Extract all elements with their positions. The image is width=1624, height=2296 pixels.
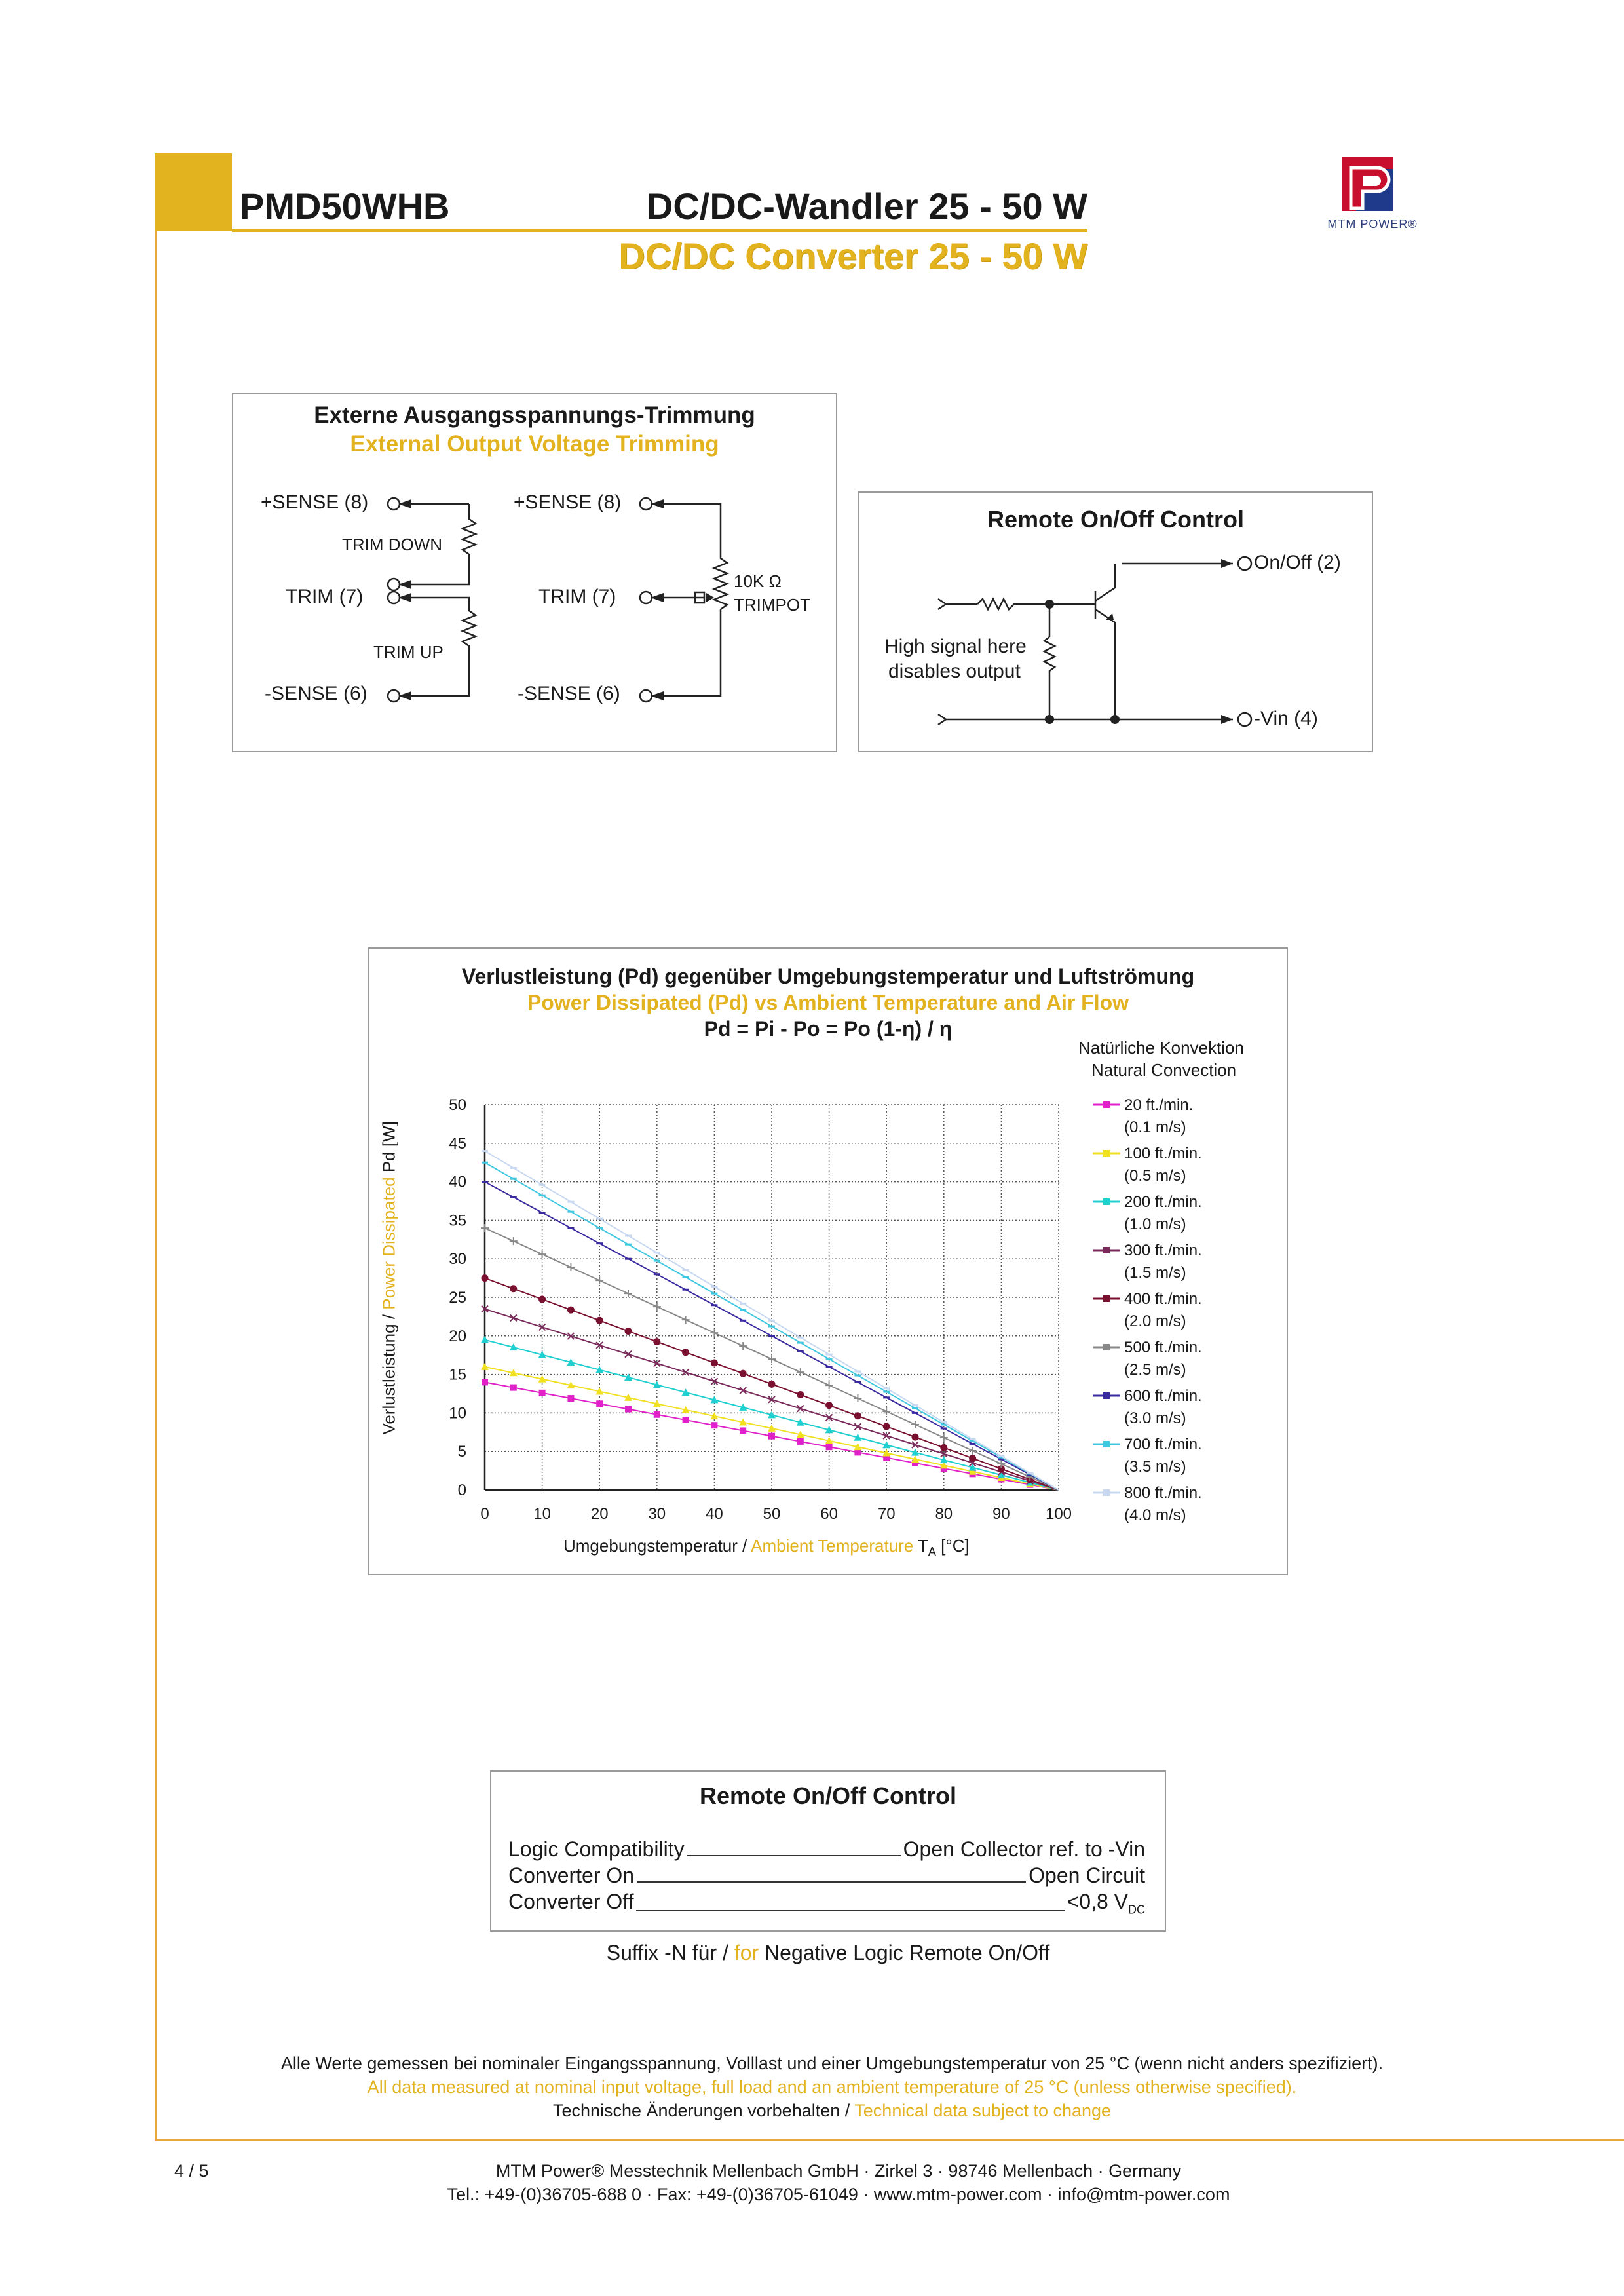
legend-marker bbox=[1103, 1101, 1110, 1108]
series-marker bbox=[654, 1273, 660, 1275]
legend-label: 700 ft./min. bbox=[1124, 1436, 1202, 1453]
spec-row-on bbox=[508, 1864, 1145, 1888]
series-marker bbox=[567, 1395, 574, 1402]
series-marker bbox=[711, 1293, 717, 1295]
spec-value-on: Open Circuit bbox=[1029, 1864, 1145, 1887]
series-marker bbox=[768, 1335, 775, 1337]
series-marker bbox=[683, 1289, 689, 1291]
series-marker bbox=[797, 1337, 804, 1339]
spec-row-off bbox=[508, 1890, 1145, 1917]
y-tick-label: 15 bbox=[449, 1366, 466, 1384]
series-marker bbox=[826, 1366, 833, 1368]
x-tick-label: 100 bbox=[1045, 1505, 1072, 1523]
series-marker bbox=[940, 1434, 948, 1442]
legend-marker bbox=[1103, 1295, 1110, 1302]
series-marker bbox=[510, 1178, 517, 1180]
series-marker bbox=[768, 1326, 775, 1328]
series-marker bbox=[654, 1260, 660, 1262]
legend-marker bbox=[1103, 1344, 1110, 1350]
series-marker bbox=[482, 1150, 488, 1152]
y-tick-label: 10 bbox=[449, 1404, 466, 1423]
series-marker bbox=[482, 1379, 488, 1385]
series-marker bbox=[539, 1212, 546, 1214]
high-signal-note-1: High signal here bbox=[884, 636, 1027, 657]
series-marker bbox=[883, 1387, 890, 1389]
x-tick-label: 0 bbox=[480, 1505, 489, 1523]
series-marker bbox=[711, 1304, 717, 1306]
x-tick-label: 30 bbox=[648, 1505, 666, 1523]
mtm-power-logo-icon bbox=[1336, 149, 1402, 228]
spec-value-off bbox=[1067, 1890, 1145, 1917]
series-marker bbox=[797, 1391, 804, 1398]
series-marker bbox=[912, 1442, 918, 1448]
company-address: MTM Power® Messtechnik Mellenbach GmbH · Zirkel 3 · 98746 Mellenbach · Germany bbox=[495, 2161, 1182, 2181]
series-marker bbox=[567, 1307, 575, 1314]
trim-title-en: External Output Voltage Trimming bbox=[350, 431, 719, 457]
series-marker bbox=[912, 1434, 919, 1441]
series-marker bbox=[653, 1338, 660, 1345]
series-marker bbox=[683, 1417, 689, 1423]
trimpot-value: 10K Ω bbox=[734, 571, 782, 591]
xlabel-tail: [°C] bbox=[935, 1536, 970, 1556]
xlabel-en: Ambient Temperature bbox=[751, 1536, 914, 1556]
footer-change-note bbox=[157, 2101, 1507, 2121]
spec-label-on: Converter On bbox=[508, 1864, 635, 1887]
series-marker bbox=[625, 1351, 632, 1358]
series-marker bbox=[481, 1363, 489, 1370]
series-marker bbox=[912, 1407, 918, 1409]
legend-marker bbox=[1103, 1441, 1110, 1447]
series-marker bbox=[740, 1427, 746, 1434]
chart-title-en: Power Dissipated (Pd) vs Ambient Temperature and Air Flow bbox=[527, 991, 1129, 1014]
high-signal-note-2: disables output bbox=[888, 660, 1021, 682]
page-number: 4 / 5 bbox=[174, 2161, 209, 2181]
series-marker bbox=[482, 1181, 488, 1183]
trimpot-label: TRIMPOT bbox=[734, 595, 810, 615]
series-marker bbox=[854, 1394, 861, 1402]
legend-label: 500 ft./min. bbox=[1124, 1339, 1202, 1356]
spec-label-off: Converter Off bbox=[508, 1890, 634, 1913]
spec-value-off-sub: DC bbox=[1128, 1903, 1145, 1917]
y-tick-label: 25 bbox=[449, 1289, 466, 1307]
series-marker bbox=[883, 1423, 890, 1430]
remote-diagram-box bbox=[858, 491, 1373, 752]
series-marker bbox=[854, 1370, 861, 1372]
x-tick-label: 70 bbox=[877, 1505, 896, 1523]
legend-marker bbox=[1103, 1247, 1110, 1253]
legend-marker bbox=[1103, 1198, 1110, 1205]
spec-value-logic: Open Collector ref. to -Vin bbox=[903, 1837, 1145, 1861]
series-marker bbox=[567, 1201, 574, 1203]
series-marker bbox=[711, 1422, 717, 1428]
series-marker bbox=[538, 1250, 546, 1258]
series-marker bbox=[482, 1274, 489, 1282]
legend-sublabel: (4.0 m/s) bbox=[1124, 1506, 1186, 1524]
y-tick-label: 5 bbox=[457, 1443, 466, 1461]
series-marker bbox=[510, 1314, 517, 1321]
series-marker bbox=[567, 1263, 575, 1271]
trim-left-trim: TRIM (7) bbox=[286, 586, 364, 607]
series-marker bbox=[797, 1342, 804, 1344]
series-marker bbox=[653, 1303, 661, 1311]
legend-sublabel: (1.5 m/s) bbox=[1124, 1264, 1186, 1282]
series-marker bbox=[481, 1336, 489, 1343]
xlabel-unit: T bbox=[913, 1536, 928, 1556]
on-off-pin-label: On/Off (2) bbox=[1254, 552, 1341, 573]
y-tick-label: 0 bbox=[457, 1482, 466, 1499]
series-marker bbox=[596, 1218, 603, 1220]
chart-y-axis-title bbox=[379, 1121, 400, 1435]
series-marker bbox=[740, 1387, 746, 1394]
series-marker bbox=[481, 1224, 489, 1232]
legend-sublabel: (0.5 m/s) bbox=[1124, 1167, 1186, 1185]
legend-title-de: Natürliche Konvektion bbox=[1078, 1038, 1244, 1058]
y-tick-label: 40 bbox=[449, 1173, 466, 1191]
series-marker bbox=[941, 1427, 947, 1429]
trim-right-trim: TRIM (7) bbox=[538, 586, 616, 607]
power-dissipation-chart-box bbox=[368, 947, 1288, 1575]
title-english: DC/DC Converter 25 - 50 W bbox=[618, 235, 1087, 277]
y-tick-label: 35 bbox=[449, 1212, 466, 1230]
series-marker bbox=[567, 1227, 574, 1229]
legend-label: 400 ft./min. bbox=[1124, 1290, 1202, 1308]
legend-label: 100 ft./min. bbox=[1124, 1145, 1202, 1162]
series-marker bbox=[567, 1333, 574, 1339]
series-marker bbox=[940, 1444, 947, 1451]
series-marker bbox=[912, 1404, 918, 1406]
ylabel-de: Verlustleistung / bbox=[379, 1309, 399, 1435]
series-marker bbox=[682, 1316, 690, 1324]
x-tick-label: 80 bbox=[935, 1505, 953, 1523]
series-marker bbox=[797, 1350, 804, 1352]
series-marker bbox=[826, 1444, 833, 1450]
series-marker bbox=[625, 1258, 632, 1260]
ylabel-unit: Pd [W] bbox=[379, 1121, 399, 1177]
series-marker bbox=[510, 1285, 517, 1292]
change-de: Technische Änderungen vorbehalten / bbox=[552, 2101, 855, 2120]
series-marker bbox=[826, 1354, 833, 1356]
series-marker bbox=[625, 1406, 632, 1413]
legend-marker bbox=[1103, 1392, 1110, 1399]
title-german: DC/DC-Wandler 25 - 50 W bbox=[646, 185, 1087, 227]
page-frame-left bbox=[155, 153, 157, 2140]
series-marker bbox=[825, 1402, 833, 1409]
series-marker bbox=[654, 1252, 660, 1253]
legend-sublabel: (3.5 m/s) bbox=[1124, 1458, 1186, 1476]
logo-text: MTM POWER® bbox=[1327, 218, 1418, 231]
legend-sublabel: (2.0 m/s) bbox=[1124, 1312, 1186, 1330]
series-marker bbox=[883, 1396, 890, 1398]
suffix-b: for bbox=[734, 1941, 759, 1964]
series-marker bbox=[683, 1269, 689, 1271]
series-marker bbox=[596, 1317, 603, 1324]
legend-label: 600 ft./min. bbox=[1124, 1387, 1202, 1405]
legend-sublabel: (1.0 m/s) bbox=[1124, 1215, 1186, 1233]
x-tick-label: 20 bbox=[590, 1505, 609, 1523]
spec-value-off-text: <0,8 V bbox=[1067, 1890, 1128, 1913]
legend-sublabel: (3.0 m/s) bbox=[1124, 1409, 1186, 1427]
series-marker bbox=[854, 1381, 861, 1383]
series-marker bbox=[1027, 1472, 1033, 1474]
legend-title-en: Natural Convection bbox=[1091, 1060, 1237, 1080]
series-marker bbox=[510, 1167, 517, 1169]
remote-diagram-title: Remote On/Off Control bbox=[987, 506, 1244, 533]
x-tick-label: 50 bbox=[763, 1505, 781, 1523]
series-marker bbox=[596, 1227, 603, 1229]
series-marker bbox=[969, 1447, 977, 1455]
chart-title-de: Verlustleistung (Pd) gegenüber Umgebungstemperatur und Luftströmung bbox=[461, 965, 1195, 988]
series-marker bbox=[854, 1412, 861, 1419]
xlabel-sub: A bbox=[928, 1545, 936, 1559]
vin-pin-label: -Vin (4) bbox=[1254, 708, 1318, 729]
series-marker bbox=[970, 1443, 976, 1445]
suffix-a: Suffix -N für / bbox=[606, 1941, 734, 1964]
series-marker bbox=[768, 1320, 775, 1322]
y-tick-label: 30 bbox=[449, 1250, 466, 1269]
series-marker bbox=[510, 1196, 517, 1198]
series-marker bbox=[683, 1276, 689, 1278]
trim-down-label: TRIM DOWN bbox=[342, 535, 443, 554]
series-marker bbox=[797, 1438, 804, 1445]
legend-label: 800 ft./min. bbox=[1124, 1484, 1202, 1502]
series-marker bbox=[654, 1411, 660, 1418]
model-name: PMD50WHB bbox=[240, 185, 450, 227]
series-marker bbox=[682, 1349, 689, 1356]
y-tick-label: 50 bbox=[449, 1096, 466, 1114]
series-marker bbox=[912, 1412, 918, 1414]
series-marker bbox=[941, 1421, 947, 1423]
trim-box bbox=[232, 393, 837, 752]
series-marker bbox=[883, 1391, 890, 1393]
y-tick-label: 45 bbox=[449, 1134, 466, 1153]
remote-spec-box bbox=[490, 1770, 1166, 1932]
trim-left-sense-minus: -SENSE (6) bbox=[265, 683, 368, 704]
series-marker bbox=[998, 1455, 1004, 1457]
series-marker bbox=[740, 1309, 746, 1311]
series-marker bbox=[539, 1390, 546, 1396]
spec-row-logic bbox=[508, 1837, 1145, 1862]
trim-right-sense-minus: -SENSE (6) bbox=[518, 683, 620, 704]
series-marker bbox=[740, 1370, 747, 1377]
x-tick-label: 10 bbox=[533, 1505, 551, 1523]
legend-sublabel: (0.1 m/s) bbox=[1124, 1119, 1186, 1136]
footer-note-en: All data measured at nominal input voltage, full load and an ambient temperature of 25 °C (unless otherwise specified). bbox=[367, 2077, 1297, 2097]
x-tick-label: 90 bbox=[992, 1505, 1010, 1523]
trim-left-sense-plus: +SENSE (8) bbox=[261, 491, 369, 513]
legend-sublabel: (2.5 m/s) bbox=[1124, 1361, 1186, 1379]
series-marker bbox=[595, 1276, 603, 1284]
series-marker bbox=[768, 1355, 776, 1363]
series-marker bbox=[854, 1375, 861, 1377]
y-tick-label: 20 bbox=[449, 1327, 466, 1345]
series-marker bbox=[624, 1290, 632, 1297]
trim-right-sense-plus: +SENSE (8) bbox=[514, 491, 622, 513]
remote-spec-title: Remote On/Off Control bbox=[700, 1782, 956, 1809]
x-tick-label: 40 bbox=[706, 1505, 723, 1523]
series-marker bbox=[911, 1421, 919, 1428]
series-marker bbox=[538, 1295, 546, 1303]
company-contact: Tel.: +49-(0)36705-688 0 · Fax: +49-(0)36705-61049 · www.mtm-power.com · info@mtm-power.com bbox=[447, 2185, 1230, 2204]
header-corner-block bbox=[155, 153, 232, 231]
header-rule bbox=[232, 229, 1087, 232]
series-marker bbox=[740, 1303, 746, 1305]
page-frame-bottom bbox=[155, 2139, 1624, 2141]
trim-up-label: TRIM UP bbox=[373, 642, 444, 662]
series-marker bbox=[625, 1328, 632, 1335]
chart-formula: Pd = Pi - Po = Po (1-η) / η bbox=[704, 1017, 953, 1041]
series-marker bbox=[625, 1234, 632, 1236]
series-marker bbox=[539, 1184, 546, 1186]
suffix-c: Negative Logic Remote On/Off bbox=[759, 1941, 1050, 1964]
series-marker bbox=[740, 1320, 746, 1322]
series-marker bbox=[854, 1423, 861, 1430]
series-marker bbox=[510, 1385, 517, 1391]
series-marker bbox=[970, 1438, 976, 1440]
series-marker bbox=[539, 1195, 546, 1196]
legend-marker bbox=[1103, 1150, 1110, 1157]
series-marker bbox=[596, 1242, 603, 1244]
series-marker bbox=[567, 1211, 574, 1213]
series-marker bbox=[826, 1358, 833, 1360]
xlabel-de: Umgebungstemperatur / bbox=[563, 1536, 751, 1556]
footer-note-de: Alle Werte gemessen bei nominaler Eingangsspannung, Volllast und einer Umgebungstemperatur von 25 °C (wenn nicht anders spezifiziert). bbox=[280, 2054, 1384, 2073]
legend-label: 200 ft./min. bbox=[1124, 1193, 1202, 1211]
series-marker bbox=[969, 1455, 976, 1462]
trim-title-de: Externe Ausgangsspannungs-Trimmung bbox=[314, 402, 755, 428]
series-marker bbox=[882, 1407, 890, 1415]
legend-label: 300 ft./min. bbox=[1124, 1242, 1202, 1259]
legend-marker bbox=[1103, 1489, 1110, 1496]
series-marker bbox=[768, 1381, 776, 1388]
series-marker bbox=[510, 1237, 518, 1245]
suffix-note bbox=[490, 1941, 1166, 1965]
series-marker bbox=[711, 1359, 718, 1366]
series-marker bbox=[625, 1244, 632, 1246]
series-marker bbox=[596, 1400, 603, 1407]
series-marker bbox=[711, 1286, 717, 1288]
legend-label: 20 ft./min. bbox=[1124, 1096, 1194, 1114]
series-marker bbox=[825, 1381, 833, 1389]
series-marker bbox=[739, 1342, 747, 1350]
series-marker bbox=[482, 1162, 488, 1164]
series-marker bbox=[768, 1433, 775, 1440]
x-tick-label: 60 bbox=[820, 1505, 838, 1523]
chart-x-axis-title bbox=[563, 1536, 970, 1559]
spec-label-logic: Logic Compatibility bbox=[508, 1837, 685, 1861]
change-en: Technical data subject to change bbox=[854, 2101, 1112, 2120]
series-marker bbox=[797, 1406, 804, 1412]
ylabel-en: Power Dissipated bbox=[379, 1177, 399, 1310]
